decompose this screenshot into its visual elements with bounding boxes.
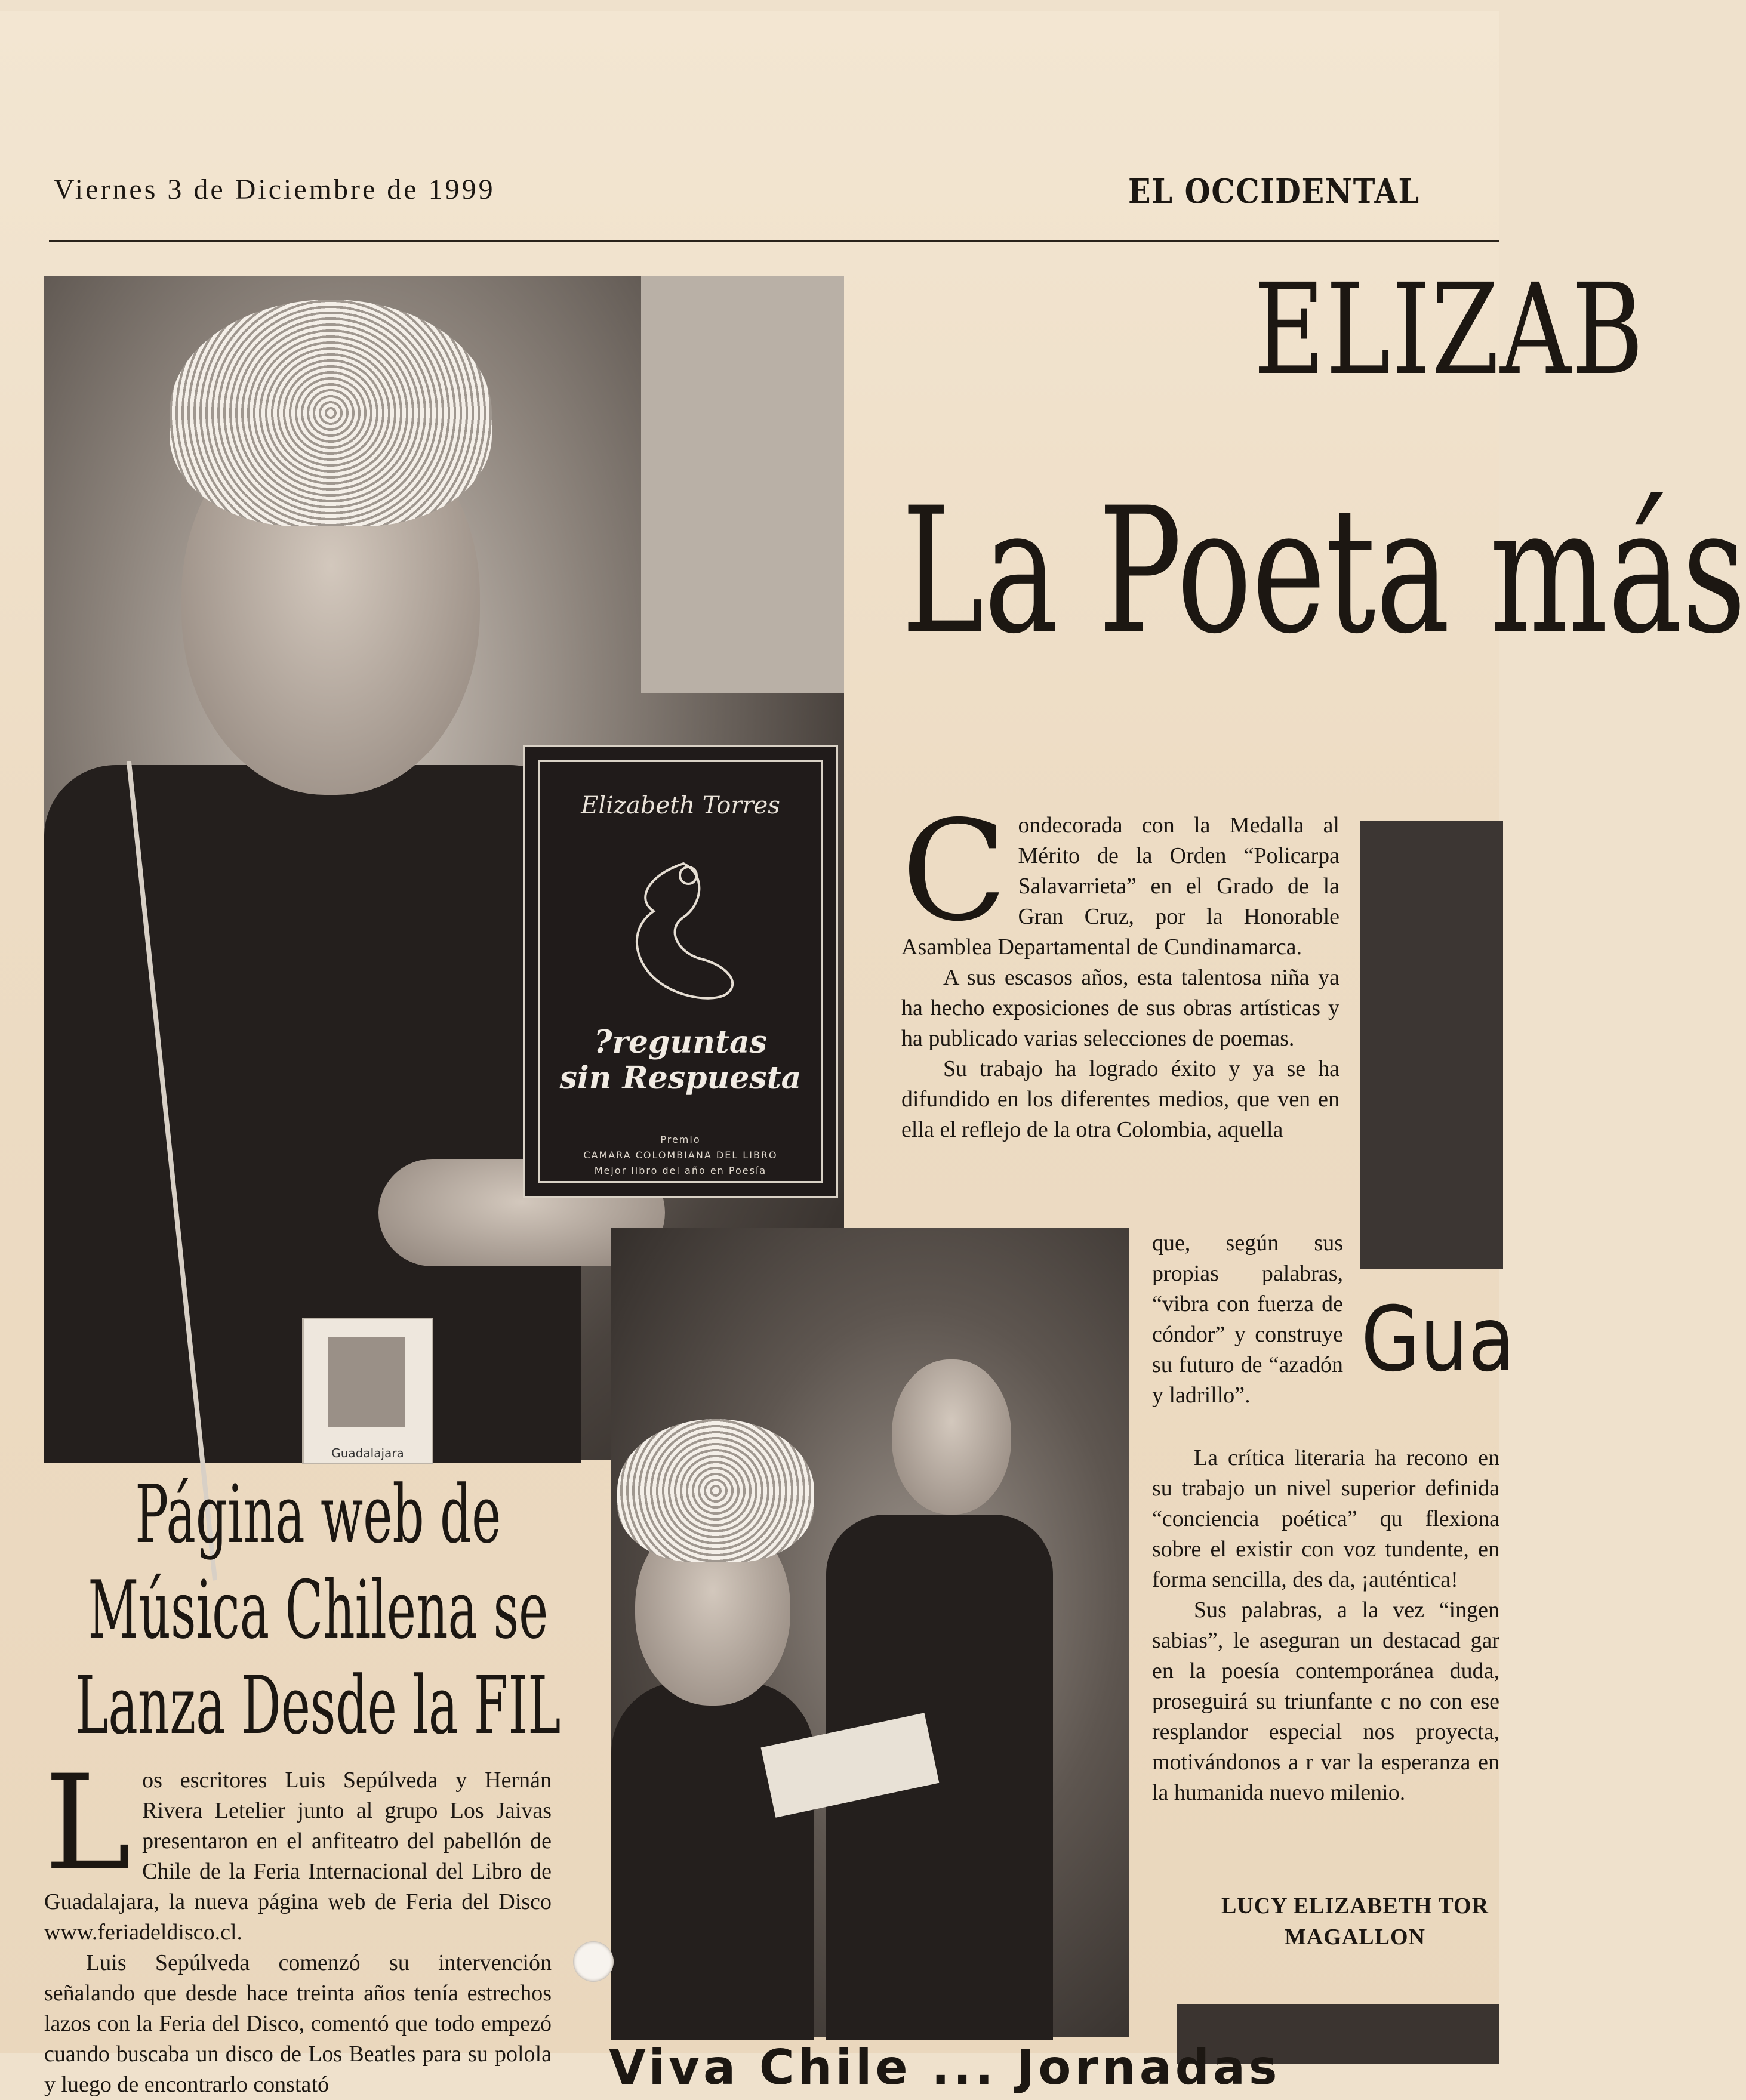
continuation-2: La crítica literaria ha recono en su trabajo un nivel superior definida “conciencia poética” qu flexiona sobre el existir con voz tundente, en forma sencilla, des da, ¡auténtica! (1152, 1445, 1499, 1592)
badge-text: Guadalajara (331, 1446, 404, 1460)
book-frame (538, 760, 823, 1183)
paragraph-2: A sus escasos años, esta talentosa niña ya ha hecho exposiciones de sus obras artísticas y ha publicado varias selecciones de poemas. (901, 965, 1339, 1051)
book-fine-print: Premio CAMARA COLOMBIANA DEL LIBRO Mejor libro del año en Poesía (583, 1134, 778, 1176)
woman-face (892, 1359, 1011, 1515)
book-author: Elizabeth Torres (581, 792, 780, 819)
side-headline: Gua (1361, 1288, 1515, 1392)
paragraph-3: Su trabajo ha logrado éxito y ya se ha difundido en los diferentes medios, que ven en ella el reflejo de la otra Colombia, aquella (901, 1056, 1339, 1142)
continuation-3: Sus palabras, a la vez “ingen sabias”, le aseguran un destacad gar en la poesía contemporánea duda, proseguirá su triunfante c no con ese resplandor especial nos proyecta, motivándonos a r var la esperanza en la humanida nuevo milenio. (1152, 1598, 1499, 1805)
second-headline: Página web de Música Chilena se Lanza Desde la FIL (75, 1468, 561, 1752)
newspaper-page (0, 11, 1746, 2097)
book-title: ?reguntas sin Respuesta (559, 1024, 802, 1096)
newspaper-name: EL OCCIDENTAL (1128, 172, 1420, 211)
fair-badge (302, 1318, 433, 1464)
badge-logo-icon (328, 1337, 405, 1427)
bottom-headline: Viva Chile ... Jornadas (609, 2040, 1281, 2095)
paragraph-1-text: ondecorada con la Medalla al Mérito de la Orden “Policarpa Salavarrieta” en el Grado de la Gran Cruz, por la Honorable Asamblea Departamental de Cundinamarca. (901, 813, 1339, 960)
background-shelf (641, 276, 844, 693)
continuation-1: que, según sus propias palabras, “vibra con fuerza de cóndor” y construye su futuro de “azadón y ladrillo”. (1152, 1231, 1343, 1408)
main-story-continuation (1152, 1228, 1343, 1411)
header-rule (49, 240, 1499, 242)
punch-hole (573, 1941, 614, 1982)
second-drop-cap: L (44, 1747, 132, 1899)
main-story-continuation-2 (1152, 1443, 1499, 1808)
book-cover (523, 745, 838, 1198)
mermaid-illustration-icon (612, 852, 755, 1007)
drop-cap: C (901, 791, 1008, 952)
main-headline: La Poeta más (901, 471, 1746, 672)
child-hat (617, 1419, 814, 1562)
paragraph-1 (901, 791, 1339, 963)
issue-date: Viernes 3 de Diciembre de 1999 (54, 174, 495, 205)
second-story-column (44, 1747, 552, 2100)
second-paragraph-1 (44, 1747, 552, 1948)
crochet-hat (170, 300, 492, 526)
byline: LUCY ELIZABETH TOR MAGALLON (1221, 1894, 1489, 1950)
child-shirt (611, 1682, 814, 2040)
right-photo (1360, 821, 1503, 1269)
main-headline-top: ELIZAB (1254, 257, 1645, 403)
second-paragraph-2: Luis Sepúlveda comenzó su intervención señalando que desde hace treinta años tenía estrechos lazos con la Feria del Disco, comentó que todo empezó cuando buscaba un disco de Los Beatles para su polola y luego de encontrarlo constató (44, 1950, 552, 2097)
autograph-signing-photo (611, 1228, 1129, 2037)
second-paragraph-1-text: os escritores Luis Sepúlveda y Hernán Rivera Letelier junto al grupo Los Jaivas presentaron en el anfiteatro del pabellón de Chile de la Feria Internacional del Libro de Guadalajara, la nueva página web de Feria del Disco www.feriadeldisco.cl. (44, 1768, 552, 1945)
main-story-column (901, 791, 1339, 1145)
